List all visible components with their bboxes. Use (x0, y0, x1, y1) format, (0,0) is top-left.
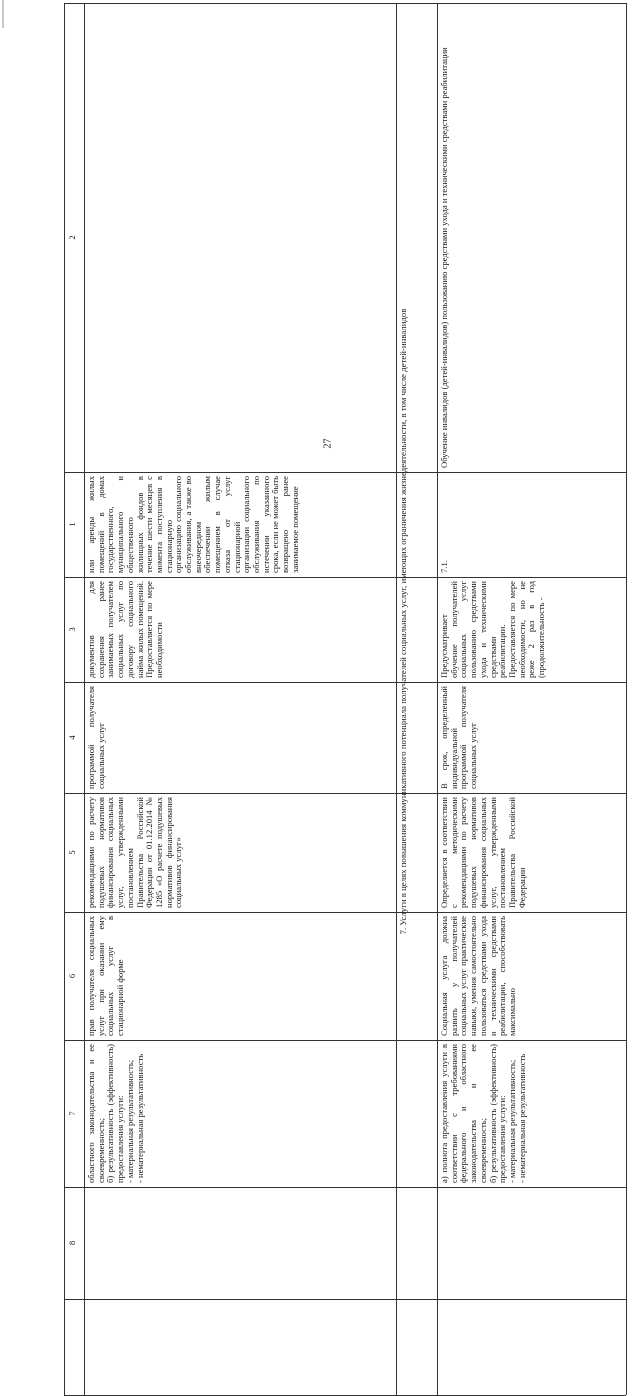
section-title: 7. Услуги в целях повышения коммуникативного потенциала получателей социальных услуг, имеющих ограничения жизнедеятельности, в том числе детей-инвалидов (398, 308, 408, 935)
row-7-1-col7: а) полнота предоставления услуги в соответствии с требованиями федерального и областного законодательства и ее своевременность; б) результативность (эффективность) предоставления услуги: - материальная результативность; - нематериальная результативность (439, 1044, 527, 1183)
column-number-7: 7 (67, 1111, 77, 1116)
continued-row-col2: или аренды жилых помещений в домах государственного, муниципального и общественного жилищных фондов в течение шести месяцев с момента поступления в стационарную организацию социального обслуживания, а также во внеочередном обеспечении жилым помещением в случае отказа от услуг стационарной организации социального обслуживания по истечении указанного срока, если не может быть возвращено ранее занимаемое помещение (86, 476, 300, 573)
column-number-2: 2 (67, 235, 77, 240)
continued-row-col7: областного законодательства и ее своевременность; б) результативность (эффективность) предоставления услуги: - материальная результативность; - нематериальная результативность (86, 1044, 145, 1183)
continued-row-col8 (84, 1187, 396, 1299)
column-number-4: 4 (67, 735, 77, 740)
page-number: 27 (322, 438, 334, 449)
row-7-1-number: 7.1. (439, 560, 449, 573)
scan-edge-mark (2, 0, 4, 28)
continued-row-col3: документов для сохранения ранее занимаемых получателем социальных услуг по договору социального найма жилых помещений. Предоставляется по мере необходимости (86, 581, 164, 678)
column-number-6: 6 (67, 973, 77, 979)
column-number-1: 1 (67, 522, 77, 527)
row-7-1-col3: Предусматривает обучение получателей социальных услуг пользованию средствами ухода и техническими средствами реабилитации. Предоставляется по мере необходимости, но не реже 2 раз в год (продолжительность - (439, 581, 547, 678)
row-7-1-col2: Обучение инвалидов (детей-инвалидов) пользованию средствами ухода и техническими средствами реабилитации (439, 47, 449, 468)
row-7-1-col4: В срок, определенный индивидуальной программой получателя социальных услуг (439, 686, 479, 789)
continued-row-col5: рекомендациями по расчету подушевых нормативов финансирования социальных услуг, утвержденными постановлением Правительства Российской Федерации от 01.12.2014 № 1285 «О расчете подушевых нормативов финансирования социальных услуг» (86, 797, 184, 908)
row-7-1-col6: Социальная услуга должна развить у получателей социальных услуг практические навыки, умения самостоятельно пользоваться средствами ухода и техническими средствами реабилитации, способствовать максимально (439, 916, 517, 1036)
continued-row-col6: прав получателя социальных услуг при оказании ему социальных услуг в стационарной форме (86, 916, 126, 1036)
column-number-3: 3 (67, 627, 77, 632)
row-7-1-col8 (437, 1187, 626, 1299)
column-number-8: 8 (67, 1240, 77, 1246)
column-number-5: 5 (67, 850, 77, 855)
row-7-1-col5: Определяется в соответствии с методическими рекомендациями по расчету подушевых нормативов финансирования социальных услуг, утвержденными постановлением Правительства Российской Федерации (439, 797, 527, 908)
continued-row-col4: программой получателя социальных услуг (86, 686, 106, 789)
